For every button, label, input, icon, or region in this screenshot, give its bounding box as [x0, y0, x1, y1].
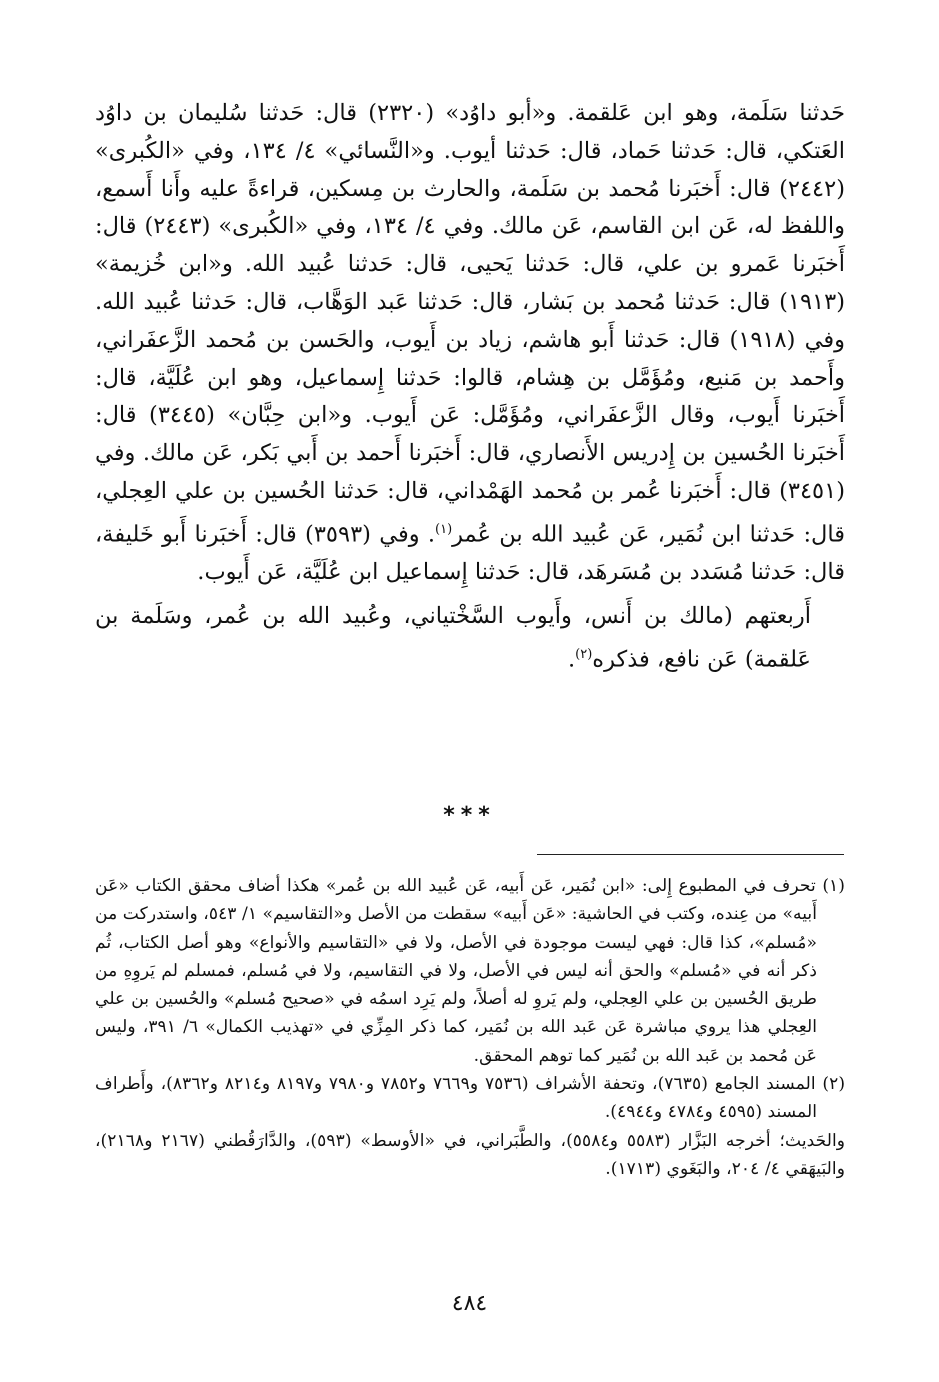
paragraph-isnad-text: حَدثنا سَلَمة، وهو ابن عَلقمة. و«أبو داوُد» (٢٣٢٠) قال: حَدثنا سُليمان بن داوُد العَتكي، قال: حَدثنا حَماد، قال: حَدثنا أيوب. و«النَّسائي» ٤/ ١٣٤، وفي «الكُبرى» (٢٤٤٢) قال: أَخبَرنا مُحمد بن سَلَمة، والحارث بن مِسكين، قراءةً عليه وأَنا أَسمع، واللفظ له، عَن ابن القاسم، عَن مالك. وفي ٤/ ١٣٤، وفي «الكُبرى» (٢٤٤٣) قال: أَخبَرنا عَمرو بن علي، قال: حَدثنا يَحيى، قال: حَدثنا عُبيد الله. و«ابن خُزيمة» (١٩١٣) قال: حَدثنا مُحمد بن بَشار، قال: حَدثنا عَبد الوَهَّاب، قال: حَدثنا عُبيد الله. وفي (١٩١٨) قال: حَدثنا أَبو هاشم، زياد بن أَيوب، والحَسن بن مُحمد الزَّعفَراني، وأَحمد بن مَنيع، ومُؤَمَّل بن هِشام، قالوا: حَدثنا إِسماعيل، وهو ابن عُلَيَّة، قال: أَخبَرنا أَيوب، وقال الزَّعفَراني، ومُؤَمَّل: عَن أَيوب. و«ابن حِبَّان» (٣٤٤٥) قال: أَخبَرنا الحُسين بن إِدريس الأَنصاري، قال: أَخبَرنا أَحمد بن أَبي بَكر، عَن مالك. وفي (٣٤٥١) قال: أَخبَرنا عُمر بن مُحمد الهَمْداني، قال: حَدثنا الحُسين بن علي العِجلي، قال: حَدثنا ابن نُمَير، عَن عُبيد الله بن — [95, 100, 845, 548]
main-text — [95, 95, 845, 679]
page-number: ٤٨٤ — [451, 1291, 488, 1316]
footnote-1: (١) تحرف في المطبوع إِلى: «ابن نُمَير، عَن أَبيه، عَن عُبيد الله بن عُمر» هكذا أضاف محقق الكتاب «عَن أَبيه» من عِنده، وكتب في الحاشية: «عَن أَبيه» سقطت من الأصل و«التقاسيم» ١/ ٥٤٣، واستدركت من «مُسلم»، كذا قال: فهي ليست موجودة في الأصل، ولا في «التقاسيم والأنواع» وهو أصل الكتاب، ثُم ذكر أنه في «مُسلم» والحق أنه ليس في الأصل، ولا في التقاسيم، ولا في مُسلم، فمسلم لم يَروِهِ من طريق الحُسين بن علي العِجلي، ولم يَروِ له أصلاً، ولم يَرِد اسمُه في «صحيح مُسلم» والحُسين بن علي العِجلي هذا يروي مباشرة عَن عَبد الله بن نُمَير، كما ذكر المِزِّي في «تهذيب الكمال» ٦/ ٣٩١، وليس عَن مُحمد بن عَبد الله بن نُمَير كما توهم المحقق. — [95, 876, 845, 1066]
paragraph-summary — [95, 598, 845, 679]
paragraph-isnad-tail: . وفي (٣٥٩٣) قال: أَخبَرنا أَبو خَليفة، قال: حَدثنا مُسَدد بن مُسَرهَد، قال: حَدثنا إِسماعيل ابن عُلَيَّة، عَن أَيوب. — [95, 521, 845, 586]
paragraph-isnad-end: عُمر — [452, 521, 491, 548]
footnote-2: (٢) المسند الجامع (٧٦٣٥)، وتحفة الأشراف (٧٥٣٦ و٧٦٦٩ و٧٨٥٢ و٧٩٨٠ و٨١٩٧ و٨٢١٤ و٨٣٦٢)، وأَطراف المسند (٤٥٩٥ و٤٧٨٤ و٤٩٤٤). — [95, 1074, 846, 1123]
section-separator: *** — [443, 803, 496, 828]
footnote-ref-1[interactable]: (١) — [435, 521, 453, 537]
paragraph-summary-tail: . — [567, 646, 576, 673]
paragraph-summary-text: أَربعتهم (مالك بن أَنس، وأَيوب السَّخْتياني، وعُبيد الله بن عُمر، وسَلَمة بن عَلقمة) عَن نافع، فذكره — [95, 602, 811, 673]
footnote-2-continuation: والحَديث؛ أخرجه البَزَّار (٥٥٨٣ و٥٥٨٤)، والطَّبَراني، في «الأوسط» (٥٩٣)، والدَّارَقُطني (٢١٦٧ و٢١٦٨)، والبَيهَقي ٤/ ٢٠٤، والبَغَوي (١٧١٣). — [95, 1130, 846, 1179]
paragraph-isnad — [95, 95, 845, 592]
footnote-ref-2[interactable]: (٢) — [575, 646, 593, 662]
footnote-divider — [537, 854, 844, 855]
footnotes — [95, 872, 845, 1183]
